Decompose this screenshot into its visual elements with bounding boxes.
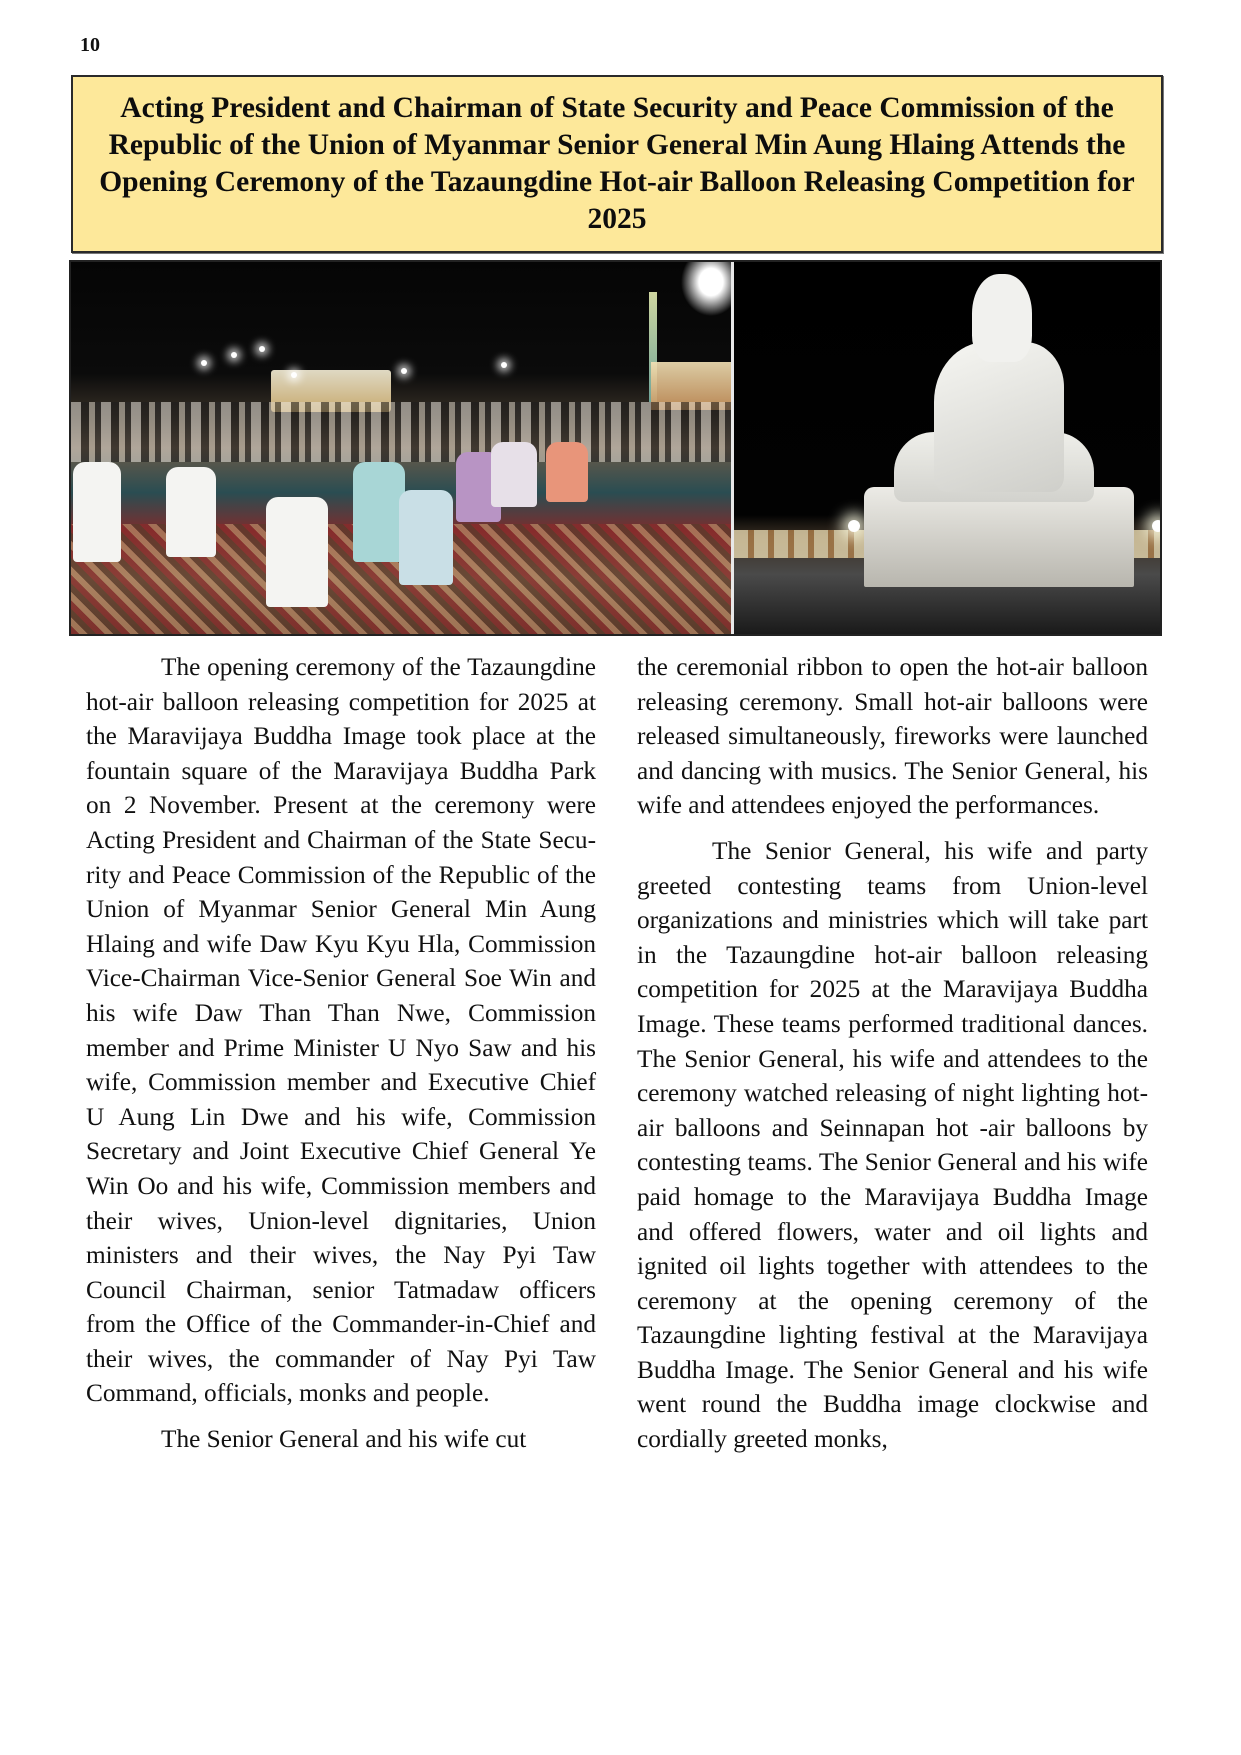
kneeling-person [353,462,405,562]
kneeling-person [491,442,537,507]
kneeling-person [266,497,328,607]
seated-crowd [71,402,731,462]
page-number: 10 [80,34,100,56]
paragraph: the ceremonial ribbon to open the hot-air balloon releasing ceremony. Small hot-air balloons were released simultaneously, fireworks were launched and dancing with musics. The Senior General, his wife and attendees enjoyed the performances. [637,653,1148,820]
floodlight [1152,520,1160,532]
maravijaya-buddha-image-photo [734,262,1160,634]
statue-body [934,342,1064,492]
floodlight [259,346,265,352]
floodlight [291,372,297,378]
statue-pedestal [864,487,1134,587]
photo-strip [69,260,1162,636]
paragraph: The Senior General, his wife and party greeted contesting teams from Union-level organizations and ministries which will take part in the Tazaungdine hot-air balloon releasing competition for 2025 at the Maravijaya Buddha Image. These teams performed traditional dances. The Senior General, his wife and attendees to the ceremony watched releasing of night lighting hot-air balloons and Seinnapan hot -air balloons by contesting teams. The Senior General and his wife paid homage to the Maravijaya Buddha Image and offered flowers, water and oil lights and ignited oil lights together with attendees to the ceremony at the opening ceremony of the Tazaungdine lighting festival at the Maravijaya Buddha Image. The Senior General and his wife went round the Buddha image clockwise and cordially greeted monks, [637,836,1148,1454]
paragraph: The opening ceremony of the Tazaungdine hot-air balloon releasing competition for 2025 at the Maravijaya Buddha Image took place at the fountain square of the Maravijaya Buddha Park on 2 November. Present at the ceremony were Acting President and Chairman of the State Security and Peace Commission of the Republic of the Union of Myanmar Senior General Min Aung Hlaing and wife Daw Kyu Kyu Hla, Commission Vice-Chairman Vice-Senior General Soe Win and his wife Daw Than Than Nwe, Commission member and Prime Minister U Nyo Saw and his wife, Commission member and Executive Chief U Aung Lin Dwe and his wife, Commission Secretary and Joint Executive Chief General Ye Win Oo and his wife, Commission members and their wives, Union-level dignitaries, Union ministers and their wives, the Nay Pyi Taw Council Chairman, senior Tatmadaw officers from the Office of the Commander-in-Chief and their wives, the commander of Nay Pyi Taw Command, officials, monks and people. [86,653,596,1408]
article-headline: Acting President and Chairman of State Security and Peace Commission of the Republic of the Union of Myanmar Senior General Min Aung Hlaing Attends the Opening Ceremony of the Tazaungdine Hot-air Balloon Releasing Competition for 2025 [99,92,1135,235]
floodlight [231,352,237,358]
headline-box [71,75,1163,253]
kneeling-person [399,490,453,585]
floodlight [848,520,860,532]
ceremony-attendees-kneeling-photo [71,262,731,634]
statue-head [972,274,1032,362]
floodlight [501,362,507,368]
kneeling-person [166,467,216,557]
kneeling-person [73,462,121,562]
paragraph: The Senior General and his wife cut [161,1425,527,1454]
floodlight [201,360,207,366]
article-column-left [86,650,596,1457]
floodlight [401,368,407,374]
article-column-right [637,650,1148,1457]
kneeling-person [546,442,588,502]
